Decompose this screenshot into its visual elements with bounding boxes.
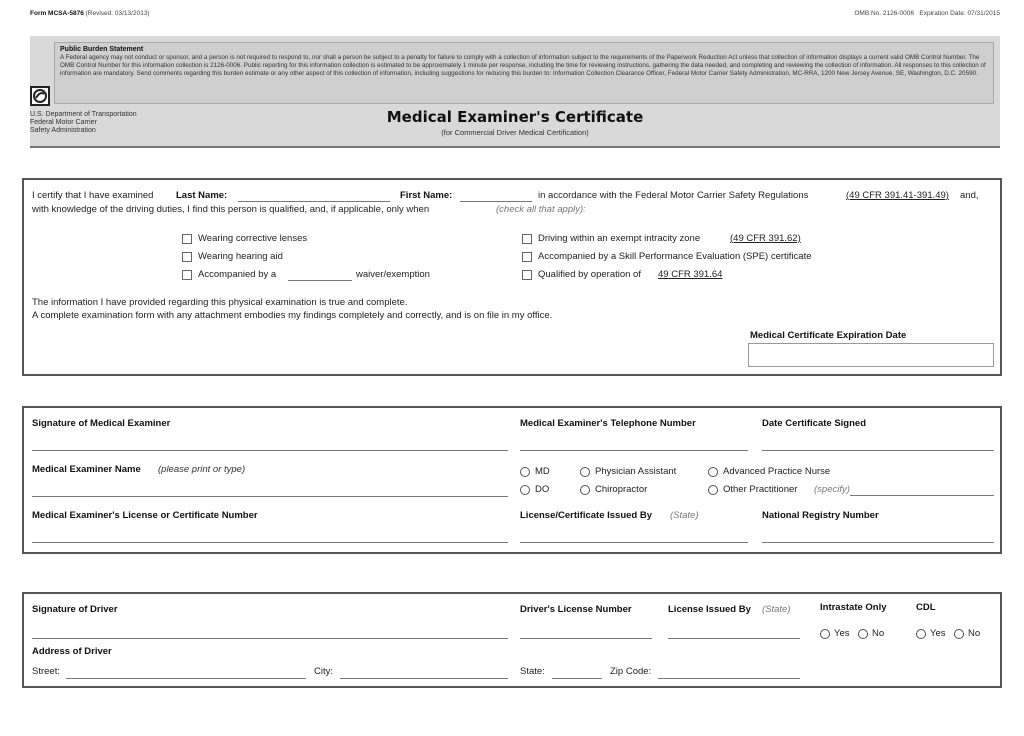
statement-true: The information I have provided regarding this physical examination is true and complete.	[32, 297, 408, 308]
examiner-license-input[interactable]	[32, 542, 508, 543]
do-label: DO	[535, 484, 550, 495]
agency-line-2: Federal Motor Carrier	[30, 119, 97, 126]
first-name-label: First Name:	[400, 190, 453, 201]
driver-address-label: Address of Driver	[32, 646, 112, 657]
city-label: City:	[314, 666, 333, 677]
intrastate-yes-label: Yes	[834, 628, 850, 639]
exempt-intracity-checkbox[interactable]	[522, 234, 532, 244]
intrastate-no-radio[interactable]	[858, 629, 868, 639]
form-number: Form MCSA-5876	[30, 10, 84, 17]
examiner-phone-label: Medical Examiner's Telephone Number	[520, 418, 696, 429]
public-burden-statement	[54, 42, 994, 104]
cdl-label: CDL	[916, 602, 936, 613]
street-input[interactable]	[66, 678, 306, 679]
zip-code-input[interactable]	[658, 678, 800, 679]
specify-note: (specify)	[814, 484, 850, 495]
license-issued-by-input[interactable]	[520, 542, 748, 543]
burden-text: A Federal agency may not conduct or sponsor, and a person is not required to respond to, nor shall a person be subject to a penalty for failure to comply with a collection of information subject to the requirements of the Paperwork Reduction Act unless that collection of information displays a current valid OMB Control Number. The OMB Control Number for this information collection is 2126-0006. Public reporting for this information collection is estimated to be approximately 1 minute per response, including the time for reviewing instructions, gathering the data needed, and completing and reviewing the collection of information. All responses to this collection of information are mandatory. Send comments regarding this burden estimate or any other aspect of this collection of information, including suggestions for reducing this burden to: Information Collection Clearance Officer, Federal Motor Carrier Safety Administration, MC-RRA, 1200 New Jersey Avenue, SE, Washington, D.C. 20590.	[60, 54, 986, 77]
other-practitioner-radio[interactable]	[708, 485, 718, 495]
cdl-yes-label: Yes	[930, 628, 946, 639]
intrastate-only-label: Intrastate Only	[820, 602, 887, 613]
physician-assistant-label: Physician Assistant	[595, 466, 677, 477]
state-input[interactable]	[552, 678, 602, 679]
date-signed-input[interactable]	[762, 450, 994, 451]
examiner-signature-label: Signature of Medical Examiner	[32, 418, 171, 429]
check-all-note: (check all that apply):	[496, 204, 586, 215]
advanced-practice-nurse-label: Advanced Practice Nurse	[723, 466, 831, 477]
examiner-name-input[interactable]	[32, 496, 508, 497]
driver-signature-input[interactable]	[32, 638, 508, 639]
and-text: and,	[960, 190, 979, 201]
omb-info	[854, 10, 1000, 17]
first-name-input[interactable]	[460, 201, 532, 202]
form-header	[30, 36, 1000, 148]
last-name-input[interactable]	[238, 201, 390, 202]
street-label: Street:	[32, 666, 60, 677]
omb-number: OMB No. 2126-0006	[854, 10, 914, 17]
chiropractor-label: Chiropractor	[595, 484, 648, 495]
dot-logo-icon	[30, 86, 50, 106]
state-label: State:	[520, 666, 545, 677]
intrastate-yes-radio[interactable]	[820, 629, 830, 639]
examiner-name-note: (please print or type)	[158, 464, 246, 475]
accompanied-prefix: Accompanied by a	[198, 269, 277, 280]
license-issued-by-label: License/Certificate Issued By	[520, 510, 652, 521]
expiration-date-label: Medical Certificate Expiration Date	[750, 330, 907, 341]
form-title: Medical Examiner's Certificate	[386, 108, 644, 126]
examiner-signature-input[interactable]	[32, 450, 508, 451]
statement-on-file: A complete examination form with any attachment embodies my findings completely and correctly, and is on file in my office.	[32, 310, 553, 321]
burden-title: Public Burden Statement	[60, 46, 144, 53]
license-issued-input[interactable]	[668, 638, 800, 639]
qualified-operation-ref[interactable]: 49 CFR 391.64	[658, 269, 723, 280]
agency-line-1: U.S. Department of Transportation	[30, 111, 137, 118]
national-registry-input[interactable]	[762, 542, 994, 543]
driver-license-number-label: Driver's License Number	[520, 604, 632, 615]
license-issued-state-note: (State)	[762, 604, 791, 615]
qualified-operation-label: Qualified by operation of	[538, 269, 641, 280]
do-radio[interactable]	[520, 485, 530, 495]
form-id	[30, 10, 150, 17]
waiver-type-input[interactable]	[288, 280, 352, 281]
date-signed-label: Date Certificate Signed	[762, 418, 866, 429]
expiration-date-input[interactable]	[748, 343, 994, 367]
chiropractor-radio[interactable]	[580, 485, 590, 495]
cdl-yes-radio[interactable]	[916, 629, 926, 639]
license-issued-label: License Issued By	[668, 604, 751, 615]
examiner-license-label: Medical Examiner's License or Certificate Number	[32, 510, 258, 521]
corrective-lenses-checkbox[interactable]	[182, 234, 192, 244]
agency-line-3: Safety Administration	[30, 127, 96, 134]
certify-prefix: I certify that I have examined	[32, 190, 154, 201]
other-practitioner-label: Other Practitioner	[723, 484, 798, 495]
national-registry-label: National Registry Number	[762, 510, 879, 521]
other-practitioner-input[interactable]	[850, 495, 994, 496]
driver-section	[22, 592, 1002, 688]
cdl-no-label: No	[968, 628, 981, 639]
revised-date: (Revised: 03/13/2013)	[85, 10, 150, 17]
intrastate-no-label: No	[872, 628, 885, 639]
physician-assistant-radio[interactable]	[580, 467, 590, 477]
exempt-intracity-label: Driving within an exempt intracity zone	[538, 233, 701, 244]
accordance-text: in accordance with the Federal Motor Carrier Safety Regulations	[538, 190, 809, 201]
qualified-operation-checkbox[interactable]	[522, 270, 532, 280]
corrective-lenses-label: Wearing corrective lenses	[198, 233, 308, 244]
examiner-section	[22, 406, 1002, 554]
exempt-intracity-ref[interactable]: (49 CFR 391.62)	[730, 233, 801, 244]
city-input[interactable]	[340, 678, 508, 679]
examiner-name-label: Medical Examiner Name	[32, 464, 141, 475]
form-subtitle: (for Commercial Driver Medical Certification)	[441, 128, 589, 137]
md-label: MD	[535, 466, 550, 477]
advanced-practice-nurse-radio[interactable]	[708, 467, 718, 477]
expiration-date: Expiration Date: 07/31/2015	[919, 10, 1000, 17]
spe-certificate-checkbox[interactable]	[522, 252, 532, 262]
md-radio[interactable]	[520, 467, 530, 477]
license-issued-state-note: (State)	[670, 510, 699, 521]
regs-link[interactable]: (49 CFR 391.41-391.49)	[846, 190, 949, 201]
waiver-exemption-checkbox[interactable]	[182, 270, 192, 280]
examiner-phone-input[interactable]	[520, 450, 748, 451]
zip-code-label: Zip Code:	[610, 666, 652, 677]
cdl-no-radio[interactable]	[954, 629, 964, 639]
spe-certificate-label: Accompanied by a Skill Performance Evaluation (SPE) certificate	[538, 251, 812, 262]
certification-section	[22, 178, 1002, 376]
accompanied-suffix: waiver/exemption	[356, 269, 430, 280]
driver-license-number-input[interactable]	[520, 638, 652, 639]
driver-signature-label: Signature of Driver	[32, 604, 118, 615]
hearing-aid-label: Wearing hearing aid	[198, 251, 283, 262]
last-name-label: Last Name:	[176, 190, 228, 201]
hearing-aid-checkbox[interactable]	[182, 252, 192, 262]
certify-line-2: with knowledge of the driving duties, I find this person is qualified, and, if applicable, only when	[32, 204, 430, 215]
